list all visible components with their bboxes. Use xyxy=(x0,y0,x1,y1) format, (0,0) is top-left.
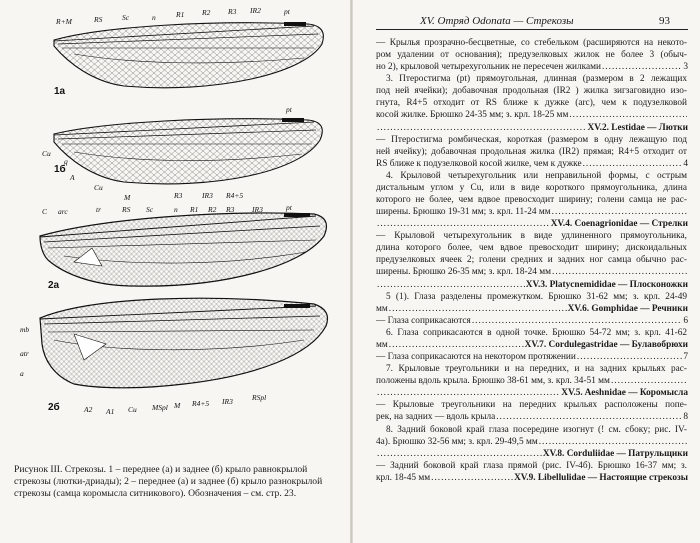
key-line: но 2), крыловой четырехугольник не пересечен жилками xyxy=(376,62,601,73)
vein-label: C xyxy=(42,207,48,216)
key-lead xyxy=(376,279,688,291)
vein-label: A1 xyxy=(106,407,115,416)
key-lead xyxy=(376,109,688,121)
vein-label: pt xyxy=(286,105,292,114)
key-line: дистальным углом у Cu, или в виде короткого прямоугольника, длина xyxy=(376,182,687,193)
key-line: — Глаза соприкасаются на некотором протяжении xyxy=(376,352,576,363)
key-line: рек, на задних — вдоль крыла xyxy=(376,412,496,423)
vein-label: A2 xyxy=(84,405,93,414)
key-line: ней ячейку); добавочная продольная жилка (IR2) прямая; R4+5 отходит от xyxy=(376,146,687,157)
key-line: ром удалении от основания); предузелковых жилок не более 3 (обыч- xyxy=(376,50,687,61)
right-page xyxy=(352,0,700,543)
key-line: RS ближе к подузелковой косой жилке, чем к дужке xyxy=(376,158,582,169)
key-lead xyxy=(376,375,688,387)
key-line: мм xyxy=(376,339,388,350)
key-line: 8. Задний боковой край глаза посередине изогнут (! см. сбоку; рис. IV- xyxy=(386,424,687,435)
vein-label: atr xyxy=(20,349,29,358)
vein-label: M xyxy=(174,401,181,410)
figure-caption: Рисунок III. Стрекозы. 1 – переднее (а) и заднее (б) крыло равнокрылой стрекозы (лютки-дриады); 2 – переднее (а) и заднее (б) крыло разнокрылой стрекозы (самца коромысла ситникового). Обозначения – см. стр. 23. xyxy=(14,464,323,500)
key-lead xyxy=(376,411,688,423)
vein-label: M xyxy=(124,193,131,202)
vein-label: R2 xyxy=(202,8,211,17)
key-lead xyxy=(376,206,688,218)
vein-label: R4+5 xyxy=(192,399,210,408)
vein-label: IR2 xyxy=(250,6,261,15)
key-couplet-ref: 8 xyxy=(683,412,688,423)
wing-panel-2a xyxy=(40,203,326,291)
wing-panel-2b xyxy=(20,298,328,416)
key-couplet-ref: 4 xyxy=(683,158,688,169)
wing-figure xyxy=(14,4,340,434)
taxon-name: XV.2. Lestidae — Лютки xyxy=(587,122,688,133)
key-lead xyxy=(376,315,688,327)
vein-label: pt xyxy=(286,203,292,212)
page-header xyxy=(352,15,682,29)
vein-label: n xyxy=(152,13,156,22)
vein-label: R1 xyxy=(190,205,199,214)
taxon-name: XV.5. Aeshnidae — Коромысла xyxy=(561,388,688,399)
key-lead xyxy=(376,387,688,399)
vein-label: IR3 xyxy=(222,397,233,406)
key-line: предузелковых ячеек 2; голени средних и задних ног самца обычно рас- xyxy=(376,255,687,266)
key-line: — Глаза соприкасаются xyxy=(376,315,471,326)
key-couplet-ref: 7 xyxy=(683,352,688,363)
taxon-name: XV.7. Cordulegastridae — Булавобрюхи xyxy=(524,339,688,350)
vein-label: a xyxy=(20,369,24,378)
key-line: 5 (1). Глаза разделены промежутком. Брюшко 31-62 мм; з. крл. 24-49 xyxy=(386,291,687,302)
vein-label: Sc xyxy=(122,13,130,22)
key-line: 3. Птеростигма (pt) прямоугольная, длинная (размером в 2 лежащих xyxy=(386,74,687,85)
vein-label: mb xyxy=(20,325,30,334)
panel-label-1b: 1б xyxy=(54,164,66,175)
vein-label: Sc xyxy=(146,205,154,214)
wing-panel-1a xyxy=(54,6,323,97)
vein-label: tr xyxy=(96,205,102,214)
wing-panel-1b xyxy=(42,105,322,202)
running-title: XV. Отряд Odonata — Стрекозы xyxy=(420,15,574,27)
key-line: положены вдоль крыла. Брюшко 38-61 мм, з. крл. 34-51 мм xyxy=(376,376,610,387)
vein-label: Cu xyxy=(128,405,137,414)
key-line: крл. 18-45 мм xyxy=(376,472,431,483)
key-lead xyxy=(376,339,688,351)
key-line: — Крыловые треугольники на передних крыльях расположены попе- xyxy=(376,400,687,411)
key-lead xyxy=(376,472,688,484)
key-line: которого не более, чем вдвое превосходит ширину; голени самца не рас- xyxy=(376,195,687,206)
identification-key xyxy=(376,37,688,484)
wing-illustration xyxy=(14,4,340,434)
key-lead xyxy=(376,61,688,73)
vein-label: IR3 xyxy=(252,205,263,214)
taxon-name: XV.4. Coenagrionidae — Стрелки xyxy=(550,219,688,230)
header-rule xyxy=(376,29,688,30)
key-line: 7. Крыловые треугольники и на передних, и на задних крыльях рас- xyxy=(386,364,687,375)
vein-label: R2 xyxy=(208,205,217,214)
vein-label: arc xyxy=(58,207,68,216)
key-line: 4а). Брюшко 32-56 мм; з. крл. 29-49,5 мм xyxy=(376,436,538,447)
key-lead xyxy=(376,158,688,170)
key-lead xyxy=(376,303,688,315)
key-lead xyxy=(376,448,688,460)
key-line: — Птеростигма ромбическая, короткая (размером в одну лежащую под xyxy=(376,134,687,145)
panel-label-1a: 1а xyxy=(54,86,66,97)
vein-label: RS xyxy=(94,15,103,24)
key-lead xyxy=(376,218,688,230)
vein-label: R3 xyxy=(228,7,237,16)
vein-label: MSpl xyxy=(152,403,168,412)
taxon-name: XV.6. Gomphidae — Речники xyxy=(567,303,688,314)
vein-label: RSpl xyxy=(252,393,267,402)
panel-label-2b: 2б xyxy=(48,402,60,413)
vein-label: pt xyxy=(284,7,290,16)
key-line: длина которого более, чем вдвое превосходит ширину; дискоидальных xyxy=(376,243,687,254)
vein-label: q xyxy=(64,157,68,166)
key-line: 6. Глаза соприкасаются в одной точке. Брюшко 54-72 мм; з. крл. 41-62 xyxy=(386,327,687,338)
page-number: 93 xyxy=(659,15,670,27)
key-line: — Крыловой четырехугольник в виде удлиненного прямоугольника, xyxy=(376,231,687,242)
key-lead xyxy=(376,351,688,363)
vein-label: R4+5 xyxy=(226,191,244,200)
key-couplet-ref: 3 xyxy=(683,62,688,73)
taxon-name: XV.9. Libellulidae — Настоящие стрекозы xyxy=(514,472,688,483)
key-lead xyxy=(376,436,688,448)
key-couplet-ref: 6 xyxy=(683,315,688,326)
key-line: — Крылья прозрачно-бесцветные, со стебельком (расширяются на некото- xyxy=(376,38,687,48)
key-line: — Задний боковой край глаза прямой (рис. IV-4б). Брюшко 16-37 мм; з. xyxy=(376,460,687,471)
vein-label: n xyxy=(174,205,178,214)
key-line: гнута, R4+5 отходит от RS ближе к дужке (arc), чем к подузелковой xyxy=(376,98,687,109)
vein-label: Cu xyxy=(94,183,103,192)
key-line: ширены. Брюшко 19-31 мм; з. крл. 11-24 мм xyxy=(376,207,551,218)
key-lead xyxy=(376,266,688,278)
key-line: косой жилке. Брюшко 24-35 мм; з. крл. 18-25 мм xyxy=(376,110,569,121)
taxon-name: XV.8. Corduliidae — Патрульщики xyxy=(542,448,688,459)
vein-label: Cu xyxy=(42,149,51,158)
key-line: мм xyxy=(376,303,388,314)
panel-label-2a: 2а xyxy=(48,280,60,291)
vein-label: RS xyxy=(122,205,131,214)
vein-label: R3 xyxy=(174,191,183,200)
vein-label: R1 xyxy=(176,10,185,19)
vein-label: A xyxy=(70,173,75,182)
key-line: 4. Крыловой четырехугольник или неправильной формы, с острым xyxy=(386,170,687,181)
key-line: под ней ячейки); добавочная продольная (IR2 ) жилка зигзаговидно изо- xyxy=(376,86,687,97)
key-line: ширены. Брюшко 26-35 мм; з. крл. 18-24 мм xyxy=(376,267,552,278)
taxon-name: XV.3. Platycnemididae — Плосконожки xyxy=(525,279,688,290)
vein-label: IR3 xyxy=(202,191,213,200)
vein-label: R+M xyxy=(56,17,72,26)
vein-label: R3 xyxy=(226,205,235,214)
key-lead xyxy=(376,122,688,134)
